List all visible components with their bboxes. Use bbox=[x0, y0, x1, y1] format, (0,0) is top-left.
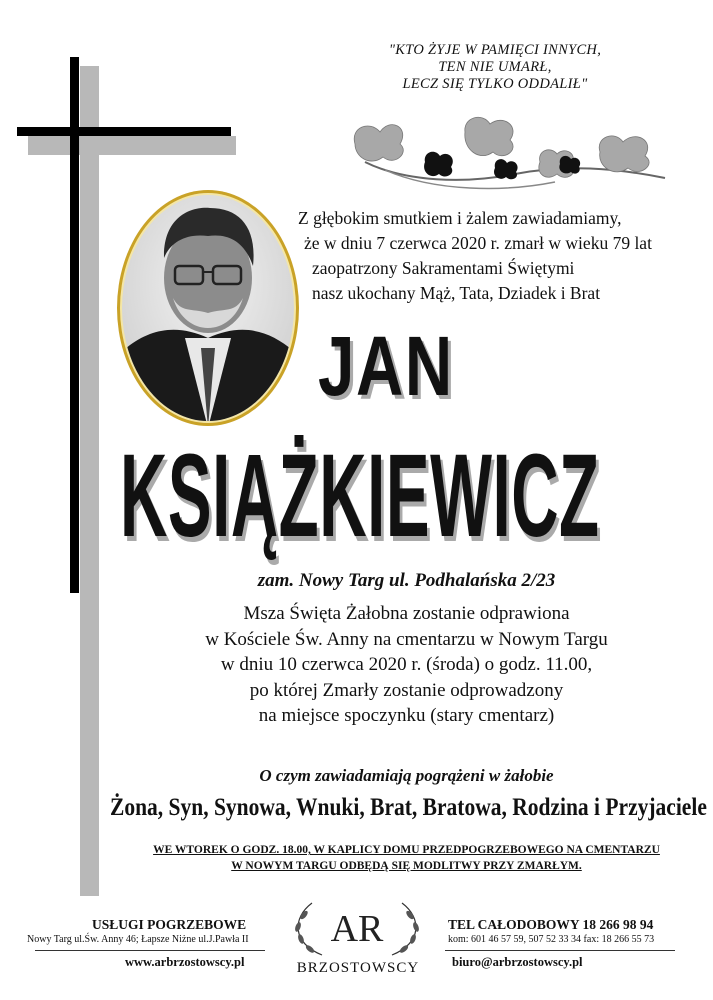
mass-line-4: po której Zmarły zostanie odprowadzony bbox=[249, 679, 564, 701]
announcement-intro bbox=[298, 206, 698, 306]
deceased-first-name: JAN bbox=[318, 319, 454, 413]
prayer-notice bbox=[0, 842, 713, 874]
intro-line-4: nasz ukochany Mąż, Tata, Dziadek i Brat bbox=[312, 283, 601, 303]
notice-line-2: W NOWYM TARGU ODBĘDĄ SIĘ MODLITWY PRZY ZMARŁYM. bbox=[231, 860, 582, 872]
mass-line-3: w dniu 10 czerwca 2020 r. (środa) o godz. 11.00, bbox=[220, 654, 593, 675]
memorial-quote bbox=[350, 42, 640, 93]
mass-line-1: Msza Święta Żałobna zostanie odprawiona bbox=[243, 603, 570, 624]
phone-numbers: kom: 601 46 57 59, 507 52 33 34 fax: 18 266 55 73 bbox=[448, 934, 655, 945]
intro-line-1: Z głębokim smutkiem i żalem zawiadamiamy, bbox=[298, 208, 622, 228]
cross-shadow-horizontal bbox=[28, 136, 236, 155]
cross-horizontal-bar bbox=[17, 127, 231, 136]
footer-divider-left bbox=[35, 950, 265, 951]
notice-line-1: WE WTOREK O GODZ. 18.00, W KAPLICY DOMU PRZEDPOGRZEBOWEGO NA CMENTARZU bbox=[153, 844, 660, 856]
website-link[interactable]: www.arbrzostowscy.pl bbox=[125, 955, 245, 969]
deceased-last-name: KSIĄŻKIEWICZ bbox=[120, 430, 600, 562]
quote-line-3: LECZ SIĘ TYLKO ODDALIŁ" bbox=[402, 76, 588, 92]
mourners-intro: O czym zawiadamiają pogrążeni w żałobie bbox=[259, 766, 554, 785]
intro-line-3: zaopatrzony Sakramentami Świętymi bbox=[312, 258, 575, 278]
ar-laurel-logo-icon bbox=[282, 893, 432, 963]
logo-letters: AR bbox=[330, 908, 384, 950]
funeral-mass-info bbox=[0, 601, 713, 729]
cross-vertical-bar bbox=[70, 57, 79, 593]
funeral-services-address: Nowy Targ ul.Św. Anny 46; Łapsze Niżne ul.J.Pawła II bbox=[27, 934, 249, 945]
leaf-ornament-icon bbox=[345, 112, 675, 202]
deceased-portrait bbox=[115, 188, 301, 428]
intro-line-2: że w dniu 7 czerwca 2020 r. zmarł w wieku 79 lat bbox=[304, 233, 652, 253]
mourners-list: Żona, Syn, Synowa, Wnuki, Brat, Bratowa, Rodzina i Przyjaciele bbox=[110, 794, 707, 821]
logo-company-name: BRZOSTOWSCY bbox=[296, 960, 420, 976]
mass-line-5: na miejsce spoczynku (stary cmentarz) bbox=[258, 705, 555, 726]
email-link[interactable]: biuro@arbrzostowscy.pl bbox=[452, 955, 583, 969]
mass-line-2: w Kościele Św. Anny na cmentarzu w Nowym Targu bbox=[205, 628, 608, 650]
funeral-services-title: USŁUGI POGRZEBOWE bbox=[92, 917, 247, 932]
phone-24h: TEL CAŁODOBOWY 18 266 98 94 bbox=[448, 917, 654, 932]
quote-line-2: TEN NIE UMARŁ, bbox=[438, 59, 552, 75]
quote-line-1: "KTO ŻYJE W PAMIĘCI INNYCH, bbox=[388, 42, 602, 58]
footer-divider-right bbox=[445, 950, 675, 951]
residence-address: zam. Nowy Targ ul. Podhalańska 2/23 bbox=[257, 570, 556, 591]
